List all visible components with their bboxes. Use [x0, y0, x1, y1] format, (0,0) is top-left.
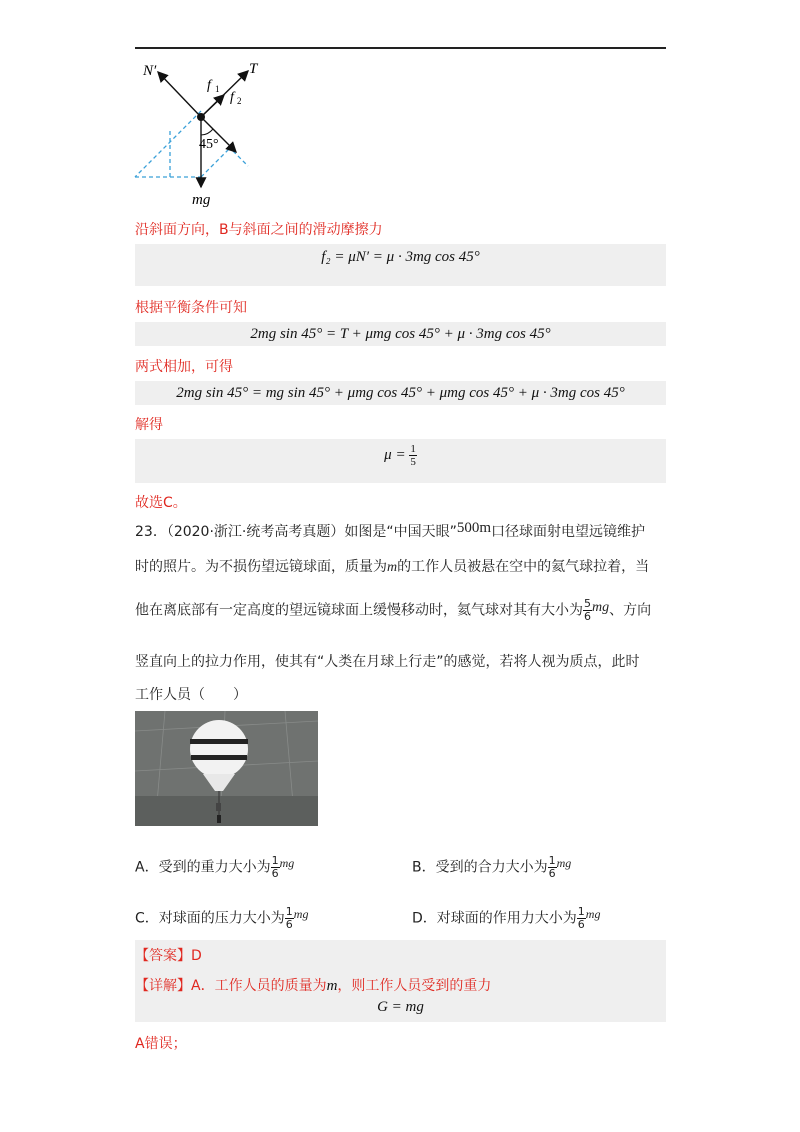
detail-text-b: ，则工作人员受到的重力: [337, 978, 492, 994]
answer-value: D: [191, 948, 202, 964]
option-d-num: 1: [577, 905, 585, 918]
equation-4: [135, 439, 666, 468]
question-fraction: [583, 598, 592, 623]
option-b-fraction: [548, 855, 557, 880]
option-b-letter: B．: [412, 859, 436, 876]
label-t: T: [249, 61, 258, 77]
detail-mass-symbol: m: [326, 978, 338, 994]
question-unit: 500m: [456, 520, 492, 536]
equation-box-2: [135, 322, 666, 346]
option-a-letter: A．: [135, 859, 159, 876]
step-text-4: 解得: [135, 417, 163, 433]
option-c-fraction: [285, 906, 294, 931]
option-d-fraction: [577, 906, 586, 931]
question-line-3: [135, 598, 651, 623]
top-rule: [135, 47, 666, 49]
label-f1: f: [207, 78, 211, 93]
angle-arc: [201, 129, 213, 135]
equation-2: 2mg sin 45° = T + μmg cos 45° + μ · 3mg cos 45°: [250, 326, 551, 342]
option-c-letter: C．: [135, 910, 159, 927]
option-c-text: 对球面的压力大小为: [158, 910, 285, 927]
option-a-text: 受到的重力大小为: [158, 859, 271, 876]
question-fraction-num: 5: [584, 597, 591, 610]
equation-4-denominator: 5: [410, 456, 416, 469]
option-d-text: 对球面的作用力大小为: [436, 910, 577, 927]
option-b-text: 受到的合力大小为: [435, 859, 548, 876]
question-text-3a: 他在离底部有一定高度的望远镜球面上缓慢移动时，氦气球对其有大小为: [135, 602, 583, 619]
label-f2-sub: 2: [237, 96, 242, 106]
f2-arrow: [201, 95, 224, 117]
question-text-1b: 口径球面射电望远镜维护: [491, 524, 646, 540]
option-d-mg: mg: [585, 906, 601, 921]
step-text-2: 根据平衡条件可知: [135, 300, 247, 316]
equation-box-1: [135, 244, 666, 286]
option-d-den: 6: [577, 918, 585, 932]
balloon-photo: [135, 711, 318, 826]
question-source: （2020·浙江·统考高考真题）: [166, 524, 345, 540]
label-mg: mg: [192, 192, 211, 208]
option-a-den: 6: [271, 867, 279, 881]
equation-3: 2mg sin 45° = mg sin 45° + μmg cos 45° + μmg cos 45° + μ · 3mg cos 45°: [176, 385, 625, 401]
step-text-1: 沿斜面方向，B与斜面之间的滑动摩擦力: [135, 222, 383, 238]
equation-5: G = mg: [377, 999, 424, 1015]
question-text-3b: 、方向: [609, 602, 652, 619]
question-line-1: [135, 521, 645, 541]
label-n-prime: N′: [143, 63, 157, 79]
option-b-num: 1: [548, 854, 556, 867]
detail-label: 【详解】: [135, 978, 191, 994]
detail-line: [135, 975, 491, 995]
equation-4-lhs: μ =: [384, 447, 406, 464]
conclusion: 故选C。: [135, 495, 187, 511]
answer-box: [135, 940, 666, 1022]
option-c-num: 1: [285, 905, 293, 918]
equation-1: f₂ = μN′ = μ · 3mg cos 45°: [321, 249, 480, 265]
question-number: 23．: [135, 524, 167, 540]
question-fraction-den: 6: [584, 610, 591, 624]
question-line-4: 竖直向上的拉力作用，使其有“人类在月球上行走”的感觉，若将人视为质点，此时: [135, 654, 640, 670]
equation-4-fraction: [409, 443, 417, 468]
option-b[interactable]: [412, 855, 571, 880]
question-line-2: [135, 556, 649, 576]
option-a-mg: mg: [279, 855, 295, 870]
dashed-line-right: [201, 148, 230, 177]
n-prime-arrow: [158, 72, 201, 117]
answer-line: [135, 945, 202, 965]
question-line-5: 工作人员（ ）: [135, 687, 247, 703]
equation-box-4: [135, 439, 666, 483]
option-c[interactable]: [135, 906, 308, 931]
answer-label: 【答案】: [135, 948, 191, 964]
question-mass-symbol: m: [387, 560, 398, 575]
label-f1-sub: 1: [215, 84, 220, 94]
object-dot: [197, 113, 205, 121]
step-text-3: 两式相加，可得: [135, 359, 233, 375]
dashed-line-right2: [233, 151, 248, 166]
question-mg: mg: [592, 599, 610, 615]
option-b-den: 6: [548, 867, 556, 881]
question-text-1a: 如图是“中国天眼”: [344, 524, 457, 540]
option-a[interactable]: [135, 855, 294, 880]
option-c-mg: mg: [293, 906, 309, 921]
question-text-2: 时的照片。为不损伤望远镜球面，质量为: [135, 559, 387, 575]
dashed-line-left: [135, 111, 201, 177]
option-c-den: 6: [285, 918, 293, 932]
force-diagram: [130, 55, 265, 210]
a-wrong: A错误；: [135, 1036, 187, 1052]
option-b-mg: mg: [556, 855, 572, 870]
option-d[interactable]: [412, 906, 600, 931]
label-f2: f: [230, 90, 234, 105]
balloon-photo-illustration: [135, 711, 318, 826]
option-d-letter: D．: [412, 910, 437, 927]
question-text-2b: 的工作人员被悬在空中的氦气球拉着，当: [397, 559, 650, 575]
equation-4-numerator: 1: [410, 443, 416, 455]
equation-box-3: [135, 381, 666, 405]
detail-text-a: A．工作人员的质量为: [191, 978, 327, 994]
label-angle: 45°: [199, 137, 219, 152]
option-a-num: 1: [271, 854, 279, 867]
option-a-fraction: [271, 855, 280, 880]
